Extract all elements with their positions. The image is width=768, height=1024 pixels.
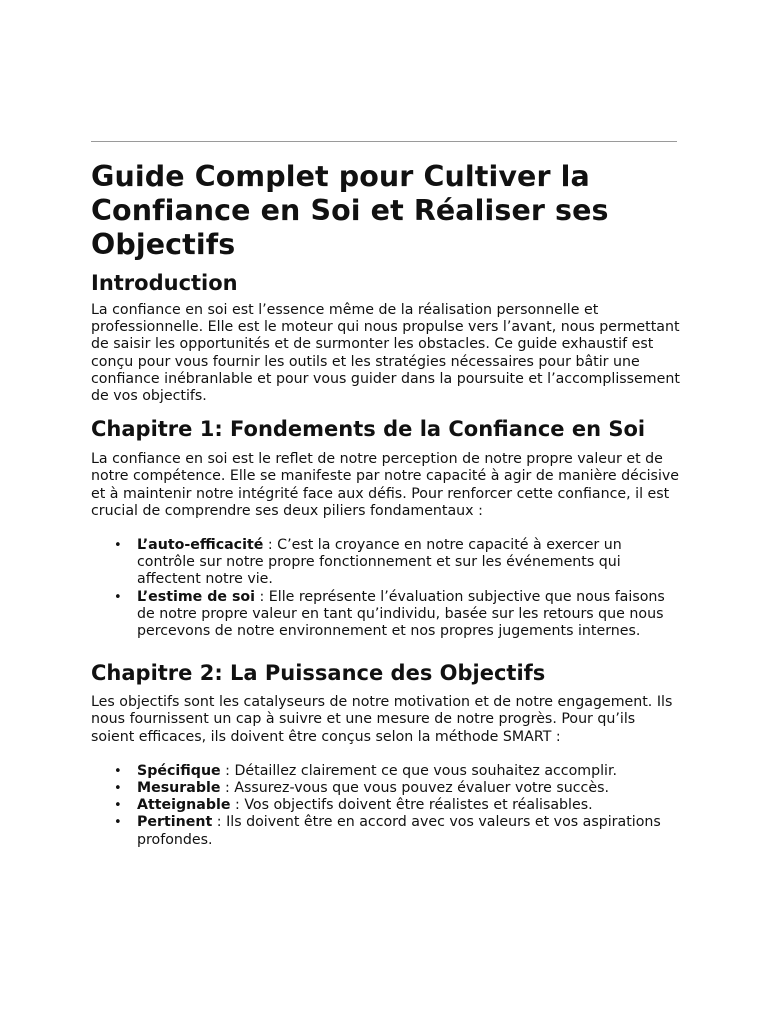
list-item: [137, 537, 681, 589]
list-item-term: Pertinent: [137, 814, 213, 831]
list-item: [137, 797, 681, 814]
chapter1-list: [91, 537, 681, 640]
horizontal-rule: [91, 141, 677, 142]
list-item: [137, 814, 681, 848]
list-item-text: : Vos objectifs doivent être réalistes et réalisables.: [230, 797, 593, 814]
intro-heading: Introduction: [91, 271, 238, 295]
intro-paragraph: La confiance en soi est l’essence même de la réalisation personnelle et professionnelle. Elle est le moteur qui nous propulse vers l’avant, nous permettant de saisir les opportunités et de surmonter les obstacles. Ce guide exhaustif est conçu pour vous fournir les outils et les stratégies nécessaires pour bâtir une confiance inébranlable et pour vous guider dans la poursuite et l’accomplissement de vos objectifs.: [91, 302, 680, 405]
chapter1-heading: Chapitre 1: Fondements de la Confiance en Soi: [91, 417, 646, 442]
list-item-term: L’auto-efficacité: [137, 537, 264, 554]
chapter2-list: [91, 763, 681, 849]
chapter1-paragraph: La confiance en soi est le reflet de notre perception de notre propre valeur et de notre compétence. Elle se manifeste par notre capacité à agir de manière décisive et à maintenir notre intégrité face aux défis. Pour renforcer cette confiance, il est crucial de comprendre ses deux piliers fondamentaux :: [91, 451, 680, 519]
list-item-text: : Elle représente l’évaluation subjective que nous faisons de notre propre valeur en tant qu’individu, basée sur les retours que nous percevons de notre environnement et nos propres jugements internes.: [137, 588, 665, 640]
list-item: [137, 763, 681, 780]
list-item: [137, 589, 681, 641]
list-item-term: Spécifique: [137, 762, 221, 779]
list-item-term: Atteignable: [137, 797, 231, 814]
document-title: Guide Complet pour Cultiver la Confiance en Soi et Réaliser ses Objectifs: [91, 160, 609, 261]
list-item-term: Mesurable: [137, 780, 221, 797]
list-item-text: : Assurez-vous que vous pouvez évaluer votre succès.: [220, 780, 609, 797]
chapter2-heading: Chapitre 2: La Puissance des Objectifs: [91, 661, 546, 686]
list-item-text: : C’est la croyance en notre capacité à exercer un contrôle sur notre propre fonctionnement et sur les événements qui affectent notre vie.: [137, 537, 622, 588]
document-content: [91, 160, 681, 849]
list-item-text: : Détaillez clairement ce que vous souhaitez accomplir.: [220, 762, 618, 779]
chapter2-paragraph: Les objectifs sont les catalyseurs de notre motivation et de notre engagement. Ils nous fournissent un cap à suivre et une mesure de notre progrès. Pour qu’ils soient efficaces, ils doivent être conçus selon la méthode SMART :: [91, 694, 673, 745]
list-item-term: L’estime de soi: [137, 588, 255, 605]
list-item: [137, 780, 681, 797]
list-item-text: : Ils doivent être en accord avec vos valeurs et vos aspirations profondes.: [137, 814, 661, 848]
